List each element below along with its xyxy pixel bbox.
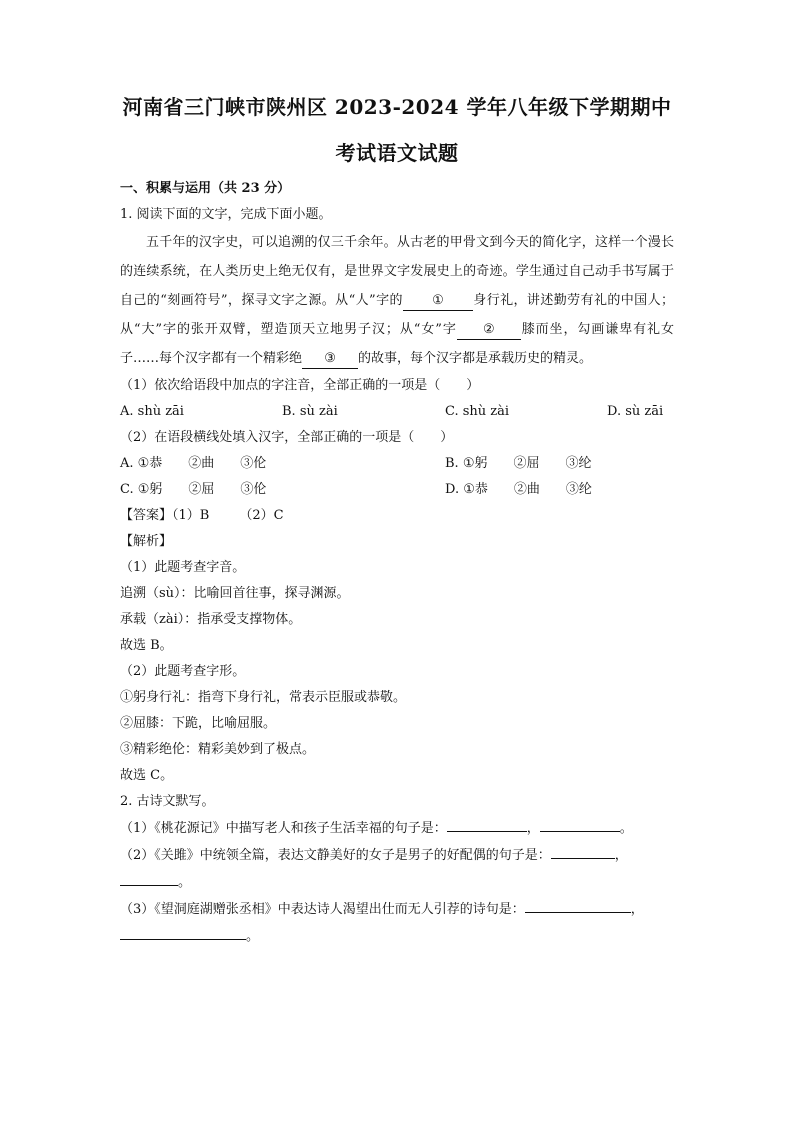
comma: ， — [614, 848, 628, 863]
answer-label: 【答案】 — [120, 508, 173, 523]
option-a: A. shù zāi — [120, 404, 184, 419]
option-c: C. shù zài — [445, 404, 510, 419]
passage-part4: 的故事，每个汉字都是承载历史的精灵。 — [358, 351, 593, 366]
answer-2: （2）C — [239, 508, 284, 523]
passage-blank-3: ③ — [302, 350, 358, 369]
q1-sub1-question: （1）依次给语段中加点的字注音，全部正确的一项是（ ） — [120, 378, 480, 393]
analysis-line: ②屈膝：下跪，比喻屈服。 — [120, 716, 277, 731]
q2-item-1 — [120, 815, 674, 842]
answer-blank[interactable] — [120, 869, 178, 886]
analysis-label: 【解析】 — [120, 534, 173, 549]
answer-blank[interactable] — [120, 923, 246, 940]
option-a: A. ①恭 ②曲 ③伦 — [120, 456, 267, 471]
comma: ， — [630, 902, 644, 917]
passage-part3: 膝而坐，勾画谦卑有礼女子……每个汉字都有一个精彩绝 — [120, 322, 674, 366]
q1-sub1-options — [120, 399, 674, 425]
answer-blank[interactable] — [540, 815, 620, 832]
option-d: D. sù zāi — [607, 404, 664, 419]
section-heading: 一、积累与运用（共 23 分） — [120, 181, 291, 196]
answer-blank[interactable] — [525, 896, 631, 913]
passage-part1: 五千年的汉字史，可以追溯的仅三千余年。从古老的甲骨文到今天的简化字，这样一个漫长的连续系统，在人类历史上绝无仅有，是世界文字发展史上的奇迹。学生通过自己动手书写属于自己的“刻画符号”，探寻文字之源。从“人”字的 — [120, 235, 674, 308]
q2-item-3-text: （3）《望洞庭湖赠张丞相》中表达诗人渴望出仕而无人引荐的诗句是： — [120, 902, 525, 917]
q2-stem: 2. 古诗文默写。 — [120, 794, 215, 809]
q2-item-2-text: （2）《关雎》中统领全篇，表达文静美好的女子是男子的好配偶的句子是： — [120, 848, 551, 863]
passage-blank-1: ① — [403, 292, 473, 311]
exam-title-line1: 河南省三门峡市陕州区 2023-2024 学年八年级下学期期中 — [122, 95, 672, 119]
answer-line — [120, 503, 674, 529]
q1-stem: 1. 阅读下面的文字，完成下面小题。 — [120, 207, 332, 222]
analysis-line: 承载（zài）：指承受支撑物体。 — [120, 612, 302, 627]
analysis-line: 追溯（sù）：比喻回首往事，探寻渊源。 — [120, 586, 350, 601]
answer-blank[interactable] — [447, 815, 527, 832]
analysis-line: ③精彩绝伦：精彩美妙到了极点。 — [120, 742, 316, 757]
passage-blank-2: ② — [457, 321, 521, 340]
q1-sub2-options-row2 — [120, 477, 674, 503]
exam-title-line2: 考试语文试题 — [335, 141, 459, 165]
q2-item-3 — [120, 896, 674, 950]
period: 。 — [246, 929, 260, 944]
passage-part2: 身行礼，讲述勤劳有礼的中国人；从“大”字的张开双臂，塑造顶天立地男子汉；从“女”字 — [120, 293, 674, 337]
analysis-line: （1）此题考查字音。 — [120, 560, 246, 575]
q1-sub2-options-row1 — [120, 451, 674, 477]
option-c: C. ①躬 ②屈 ③伦 — [120, 482, 267, 497]
option-b: B. ①躬 ②屈 ③纶 — [445, 456, 592, 471]
q2-item-1-text: （1）《桃花源记》中描写老人和孩子生活幸福的句子是： — [120, 821, 447, 836]
period: 。 — [619, 821, 633, 836]
option-b: B. sù zài — [282, 404, 338, 419]
comma: ， — [526, 821, 540, 836]
analysis-line: ①躬身行礼：指弯下身行礼，常表示臣服或恭敬。 — [120, 690, 407, 705]
q2-item-2 — [120, 842, 674, 896]
analysis-line: 故选 B。 — [120, 638, 173, 653]
answer-1: （1）B — [172, 508, 210, 523]
analysis-line: 故选 C。 — [120, 768, 174, 783]
period: 。 — [178, 875, 192, 890]
answer-blank[interactable] — [551, 842, 615, 859]
q1-sub2-question: （2）在语段横线处填入汉字，全部正确的一项是（ ） — [120, 430, 454, 445]
q1-passage — [120, 228, 674, 373]
analysis-line: （2）此题考查字形。 — [120, 664, 246, 679]
option-d: D. ①恭 ②曲 ③纶 — [445, 482, 592, 497]
